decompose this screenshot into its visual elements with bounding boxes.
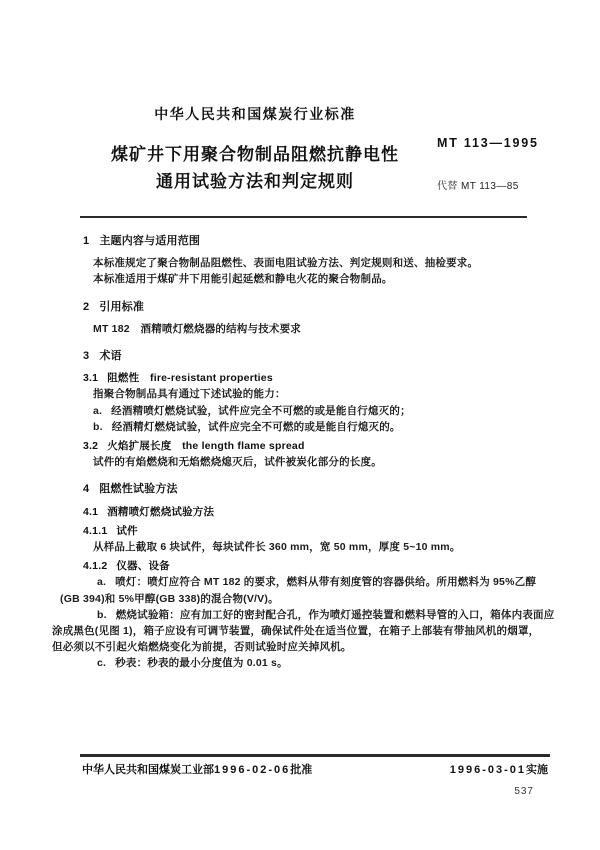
list-marker: c.	[97, 657, 107, 670]
list-marker: b.	[93, 420, 103, 433]
section-number: 4	[83, 483, 90, 496]
section-heading	[52, 299, 534, 315]
line-text: 阻燃性试验方法	[99, 483, 178, 496]
document-title	[45, 141, 465, 195]
line-text: 本标准规定了聚合物制品阻燃性、表面电阻试验方法、判定规则和送、抽检要求。	[93, 257, 479, 270]
text-line	[52, 255, 534, 271]
line-text: (GB 394)和 5%甲醇(GB 338)的混合物(V/V)。	[60, 592, 279, 605]
line-text: 术语	[99, 350, 122, 363]
section-heading	[52, 523, 534, 539]
line-text: 引用标准	[99, 300, 145, 313]
document-title-line2: 通用试验方法和判定规则	[156, 172, 354, 191]
section-number: 1	[83, 235, 90, 247]
line-text: 试件的有焰燃烧和无焰燃烧熄灭后，试件被炭化部分的长度。	[93, 456, 382, 469]
text-line	[52, 403, 534, 419]
list-marker: a.	[97, 576, 107, 589]
section-number: 3.2	[83, 440, 99, 453]
section-number: 3	[83, 350, 90, 363]
replaces-note: 代替 MT 113—85	[437, 181, 519, 192]
section-number: 3.1	[83, 372, 99, 385]
text-line	[52, 623, 540, 639]
implementation-statement	[450, 761, 548, 777]
line-text: MT 182 酒精喷灯燃烧器的结构与技术要求	[93, 322, 301, 335]
approval-statement	[82, 761, 312, 777]
approval-date: 1996-02-06	[214, 764, 291, 776]
text-line	[52, 591, 534, 607]
approval-authority: 中华人民共和国煤炭工业部	[82, 764, 214, 776]
text-line	[52, 454, 534, 470]
section-heading	[52, 558, 534, 574]
line-text: 喷灯：喷灯应符合 MT 182 的要求，燃料从带有刻度管的容器供给。所用燃料为 95%乙醇	[115, 576, 537, 589]
text-line	[52, 321, 534, 337]
line-text: 经酒精灯燃烧试验，试件应完全不可燃的或是能自行熄灭的。	[111, 420, 401, 433]
text-line	[52, 655, 534, 671]
section-heading	[52, 233, 534, 249]
section-number: 4.1.1	[83, 524, 108, 537]
line-text: 阻燃性 fire-resistant properties	[107, 372, 273, 385]
text-line	[52, 607, 555, 623]
text-line	[52, 271, 534, 287]
section-number: 4.1	[83, 505, 99, 518]
line-text: 试件	[116, 524, 138, 537]
line-text: 但必须以不引起火焰燃烧变化为前提，否则试验时应关掉风机。	[52, 641, 352, 654]
list-marker: b.	[97, 608, 107, 621]
section-heading	[52, 370, 534, 386]
section-number: 4.1.2	[83, 560, 108, 573]
footer-rule	[80, 754, 550, 757]
standard-number: MT 113—1995	[437, 136, 539, 150]
implementation-date: 1996-03-01	[449, 764, 526, 776]
line-text: 指聚合物制品具有通过下述试验的能力：	[93, 388, 286, 401]
standard-category-label: 中华人民共和国煤炭行业标准	[154, 106, 356, 122]
text-line	[52, 639, 534, 655]
text-line	[52, 539, 534, 555]
page-number: 537	[514, 786, 534, 797]
line-text: 酒精喷灯燃烧试验方法	[107, 505, 215, 518]
approval-suffix: 批准	[290, 764, 313, 776]
section-heading	[52, 504, 534, 520]
section-heading	[52, 481, 534, 497]
line-text: 涂成黑色(见图 1)，箱子应设有可调节装置，确保试件处在适当位置，在箱子上部装有带抽风机的烟罩，	[52, 625, 540, 638]
line-text: 经酒精喷灯燃烧试验，试件应完全不可燃的或是能自行熄灭的；	[111, 404, 411, 417]
list-marker: a.	[93, 404, 103, 417]
line-text: 仪器、设备	[116, 560, 170, 573]
document-title-line1: 煤矿井下用聚合物制品阻燃抗静电性	[111, 145, 399, 164]
line-text: 秒表：秒表的最小分度值为 0.01 s。	[115, 657, 288, 670]
line-text: 燃烧试验箱：应有加工好的密封配合孔，作为喷灯遥控装置和燃料导管的入口，箱体内表面应	[115, 608, 555, 621]
section-heading	[52, 348, 534, 364]
section-number: 2	[83, 300, 90, 313]
implementation-suffix: 实施	[526, 764, 548, 776]
line-text: 本标准适用于煤矿井下用能引起延燃和静电火花的聚合物制品。	[93, 273, 393, 286]
document-body	[52, 217, 555, 672]
section-heading	[52, 438, 534, 454]
line-text: 火焰扩展长度 the length flame spread	[107, 440, 305, 453]
line-text: 主题内容与适用范围	[99, 235, 201, 247]
line-text: 从样品上截取 6 块试件，每块试件长 360 mm，宽 50 mm，厚度 5~10 mm。	[93, 541, 461, 554]
text-line	[52, 419, 534, 435]
text-line	[52, 386, 534, 402]
text-line	[52, 574, 537, 590]
